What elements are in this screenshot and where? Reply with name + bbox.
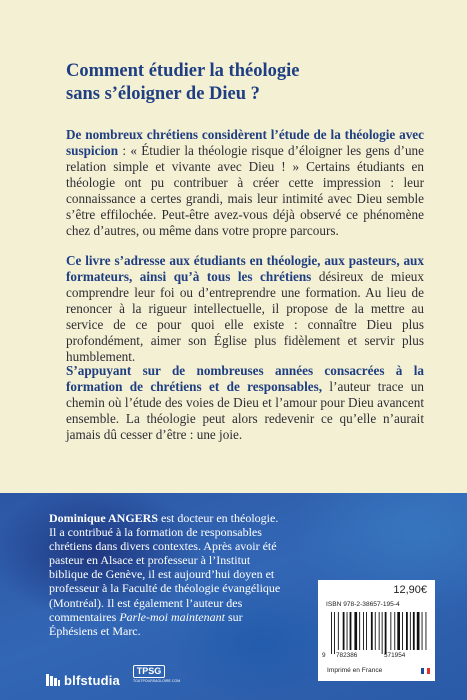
barcode-digits-left: 782386 [336, 652, 358, 659]
barcode-bar [350, 612, 352, 650]
barcode-bar [359, 612, 360, 650]
blurb-paragraph-1 [66, 127, 424, 239]
barcode-bar [366, 612, 367, 650]
blf-books-icon [45, 672, 61, 688]
barcode-bar [338, 612, 339, 650]
barcode-bar [397, 612, 400, 650]
blurb-lead-2: Ce livre s’adresse aux étudiants en théologie, aux pasteurs, aux formateurs, ainsi qu’à tous les chrétiens [66, 253, 424, 284]
blf-studia-name: blfstudia [64, 672, 120, 688]
blurb-text-3: l’auteur trace un chemin où l’étude des voies de Dieu et l’amour pour Dieu avancent ensemble. La théologie peut alors redevenir ce qu’elle n’aurait jamais dû cesser d’être : une joie. [66, 379, 424, 442]
printed-in-france: Imprimé en France [327, 667, 383, 674]
barcode-bar [379, 612, 380, 650]
french-flag-icon [421, 668, 430, 674]
barcode-bar [331, 612, 332, 654]
barcode-bar [390, 612, 391, 650]
barcode-bar [385, 612, 387, 654]
barcode-bar [347, 612, 348, 650]
barcode-bar [334, 612, 335, 654]
barcode-bar [354, 612, 357, 650]
barcode-bar [363, 612, 364, 650]
blurb-paragraph-3 [66, 363, 424, 443]
back-cover-headline [66, 60, 416, 106]
cover-bottom-section [0, 493, 467, 700]
barcode-bar [394, 612, 395, 650]
barcode-bar [426, 612, 427, 650]
flag-stripe-red [427, 668, 430, 674]
blurb-text-1: : « Étudier la théologie risque d’éloigner les gens d’une relation simple et vivante avec Dieu ! » Certains étudiants en théologie ont pu contribuer à créer cette impression : leur connaissance a certes grandi, mais leur intimité avec Dieu semble s’être effilochée. Peut-être avez-vous déjà observé ce phénomène chez d’autres, ou même dans votre propre parcours. [66, 143, 424, 238]
barcode-bar [402, 612, 403, 650]
headline-line-1: Comment étudier la théologie [66, 61, 300, 81]
barcode-bar [406, 612, 408, 650]
barcode-digits [322, 652, 434, 660]
blurb-lead-1: De nombreux chrétiens considèrent l’étude de la théologie avec suspicion [66, 127, 424, 158]
blurb-paragraph-2 [66, 253, 424, 365]
barcode-bar [422, 612, 423, 650]
tpsg-logo [133, 665, 181, 689]
barcode-bar [371, 612, 373, 650]
blf-studia-logo [45, 669, 120, 691]
barcode-bar [410, 612, 411, 650]
price: 12,90€ [393, 584, 427, 596]
barcode-digits-right: 571954 [384, 652, 406, 659]
barcode-bar [417, 612, 420, 650]
isbn-number: ISBN 978-2-38657-195-4 [326, 601, 400, 608]
tpsg-name: TPSG [133, 665, 165, 678]
barcode-bar [375, 612, 376, 650]
author-bio [49, 511, 287, 638]
barcode-panel [318, 580, 435, 681]
blurb-text-2: désireux de mieux comprendre leur foi ou d’entreprendre une formation. Au lieu de renoncer à la rigueur intellectuelle, il propose de la mettre au service de ce pour quoi elle existe : connaître Dieu plus profondément, aimer son Église plus fidèlement et servir plus humblement. [66, 269, 424, 364]
bio-text-1: est docteur en théologie. Il a contribué à la formation de responsables chrétiens dans divers contextes. Après avoir été pasteur en Alsace et professeur à l’Institut biblique de Genève, il est aujourd’hui doyen et professeur à la Faculté de théologie évangélique (Montréal). Il est également l’auteur des commentaires [49, 511, 281, 624]
barcode-digit-first: 9 [322, 652, 326, 659]
barcode-bar [382, 612, 383, 654]
bio-book-title: Parle-moi maintenant [119, 609, 225, 624]
bio-text-2: sur Éphésiens et Marc. [49, 609, 243, 638]
author-name: Dominique ANGERS [49, 511, 159, 525]
barcode-bar [343, 612, 345, 650]
barcode-image [330, 612, 430, 654]
blurb-lead-3: S’appuyant sur de nombreuses années consacrées à la formation de chrétiens et de responsables, [66, 363, 424, 394]
barcode-bar [413, 612, 415, 650]
tpsg-website: TOUTPOURSAGLOIRE.COM [133, 679, 181, 683]
headline-line-2: sans s’éloigner de Dieu ? [66, 84, 260, 104]
